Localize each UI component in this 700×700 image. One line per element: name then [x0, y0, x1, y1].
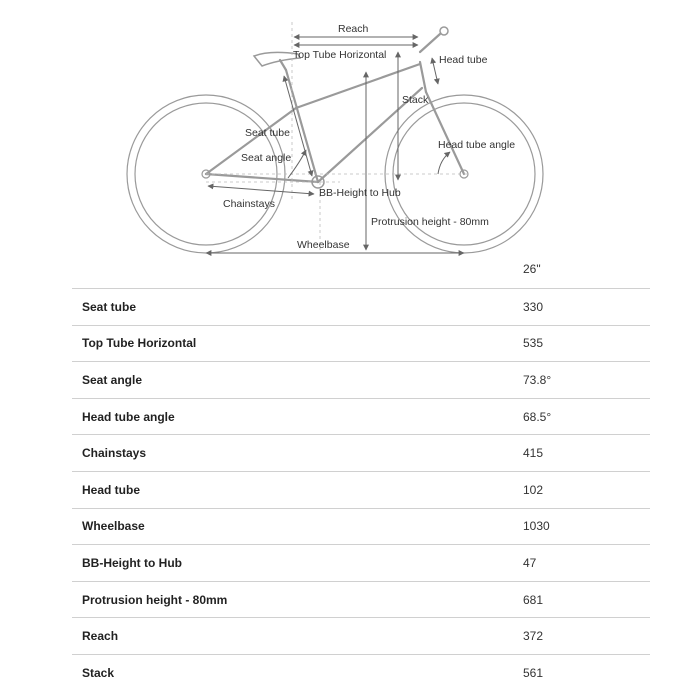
row-label: Head tube — [82, 482, 141, 497]
row-value: 330 — [523, 299, 544, 314]
table-row — [72, 618, 650, 655]
table-row — [72, 289, 650, 326]
seatpost-frame — [280, 60, 286, 70]
row-label: Seat angle — [82, 372, 143, 387]
size-column-header: 26" — [523, 262, 541, 276]
label-seat-tube: Seat tube — [245, 127, 290, 139]
row-value: 1030 — [523, 519, 550, 534]
table-row — [72, 508, 650, 545]
row-label: Seat tube — [82, 299, 137, 314]
seatstay-tube — [206, 108, 296, 174]
table-row — [72, 471, 650, 508]
head-tube-frame — [420, 62, 426, 92]
label-bb-height-to-hub: BB-Height to Hub — [319, 187, 401, 199]
row-label: Protrusion height - 80mm — [82, 592, 228, 607]
label-chainstays: Chainstays — [223, 198, 275, 210]
row-value: 561 — [523, 665, 544, 680]
handlebar — [440, 27, 448, 35]
table-row — [72, 654, 650, 691]
table-row — [72, 581, 650, 618]
seat-tube-frame — [286, 70, 318, 182]
stem-frame — [420, 34, 440, 52]
row-value: 73.8° — [523, 372, 552, 387]
bike-geometry-diagram — [0, 0, 700, 262]
label-stack: Stack — [402, 94, 429, 106]
label-seat-angle: Seat angle — [241, 152, 292, 164]
table-row — [72, 435, 650, 472]
row-label: Reach — [82, 629, 119, 644]
row-label: BB-Height to Hub — [82, 555, 182, 570]
label-head-tube: Head tube — [439, 54, 488, 66]
fork-frame — [426, 92, 464, 174]
chainstay-dimension — [208, 186, 314, 194]
row-label: Head tube angle — [82, 409, 175, 424]
label-wheelbase: Wheelbase — [297, 239, 350, 251]
row-value: 372 — [523, 629, 544, 644]
table-row — [72, 362, 650, 399]
row-value: 535 — [523, 336, 544, 351]
row-label: Top Tube Horizontal — [82, 336, 197, 351]
row-label: Stack — [82, 665, 115, 680]
head-tube-angle-arc — [438, 152, 450, 174]
row-value: 102 — [523, 482, 544, 497]
label-head-tube-angle: Head tube angle — [438, 139, 516, 151]
row-value: 47 — [523, 555, 537, 570]
table-row — [72, 325, 650, 362]
head-tube-dimension — [432, 58, 438, 84]
label-top-tube-horizontal: Top Tube Horizontal — [293, 49, 387, 61]
row-label: Wheelbase — [82, 519, 145, 534]
table-row — [72, 398, 650, 435]
row-label: Chainstays — [82, 446, 147, 461]
row-value: 681 — [523, 592, 544, 607]
row-value: 415 — [523, 446, 544, 461]
geometry-table — [72, 288, 650, 691]
label-reach: Reach — [338, 23, 369, 35]
chainstay-tube — [206, 174, 318, 182]
table-row — [72, 545, 650, 582]
row-value: 68.5° — [523, 409, 552, 424]
label-protrusion-height: Protrusion height - 80mm — [371, 216, 489, 228]
